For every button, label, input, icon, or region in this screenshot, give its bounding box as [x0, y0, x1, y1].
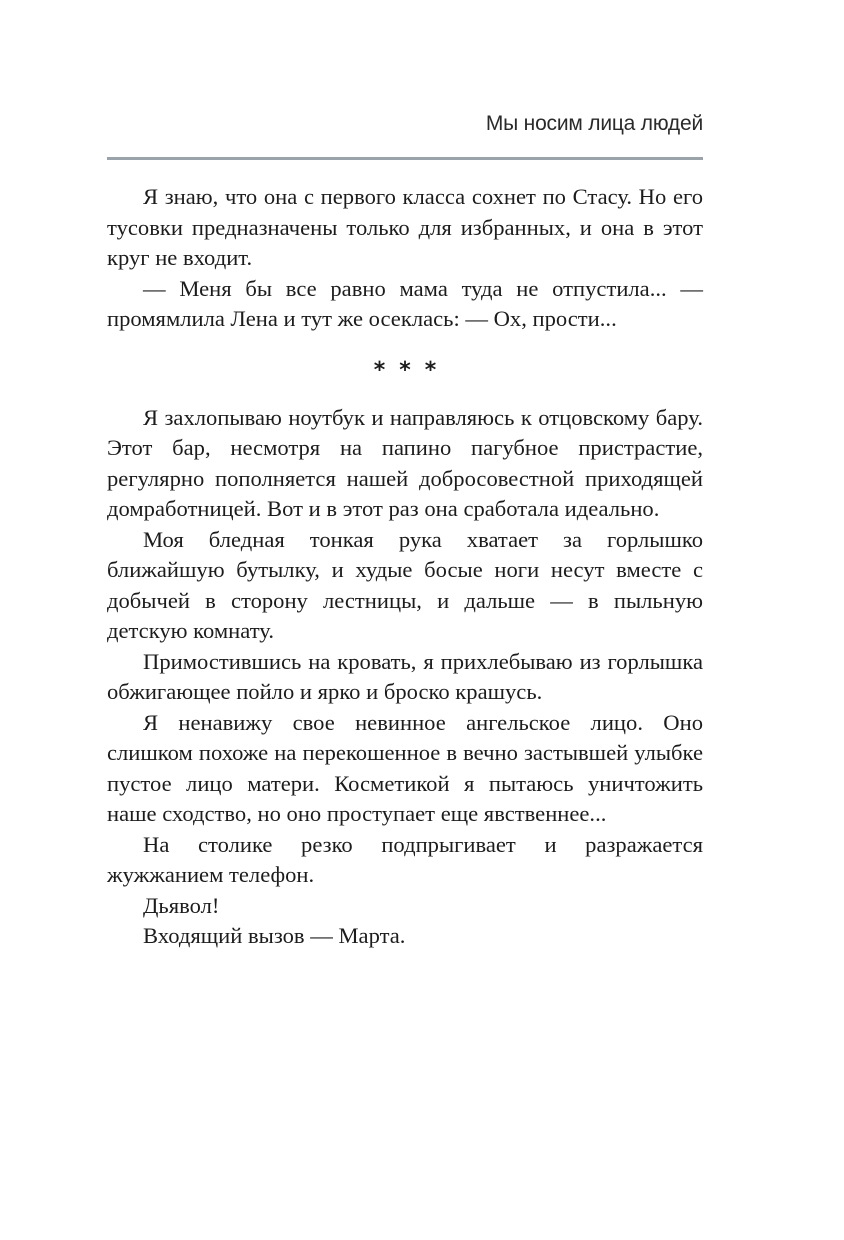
- paragraph: Дьявол!: [143, 892, 220, 918]
- paragraph: На столике резко подпрыгивает и разражается жужжанием телефон.: [107, 831, 703, 887]
- running-title: Мы носим лица людей: [485, 112, 703, 135]
- section-separator: ***: [373, 357, 451, 383]
- paragraph: — Меня бы все равно мама туда не отпустила... — промямлила Лена и тут же осеклась: — Ох, прости...: [107, 275, 703, 331]
- header-rule: [107, 157, 703, 160]
- paragraph: Я знаю, что она с первого класса сохнет по Стасу. Но его тусовки предназначены только для избранных, и она в этот круг не входит.: [107, 184, 703, 270]
- paragraph: Я ненавижу свое невинное ангельское лицо. Оно слишком похоже на перекошенное в вечно застывшей улыбке пустое лицо матери. Косметикой я пытаюсь уничтожить наше сходство, но оно проступает еще явственнее...: [107, 709, 703, 826]
- paragraph: Входящий вызов — Марта.: [143, 923, 406, 948]
- main-text: [107, 182, 703, 952]
- paragraph: Моя бледная тонкая рука хватает за горлышко ближайшую бутылку, и худые босые ноги несут вместе с добычей в сторону лестницы, и дальше — в пыльную детскую комнату.: [107, 526, 703, 643]
- paragraph: Я захлопываю ноутбук и направляюсь к отцовскому бару. Этот бар, несмотря на папино пагубное пристрастие, регулярно пополняется нашей добросовестной приходящей домработницей. Вот и в этот раз она сработала идеально.: [107, 404, 703, 521]
- paragraph: Примостившись на кровать, я прихлебываю из горлышка обжигающее пойло и ярко и броско крашусь.: [107, 648, 703, 704]
